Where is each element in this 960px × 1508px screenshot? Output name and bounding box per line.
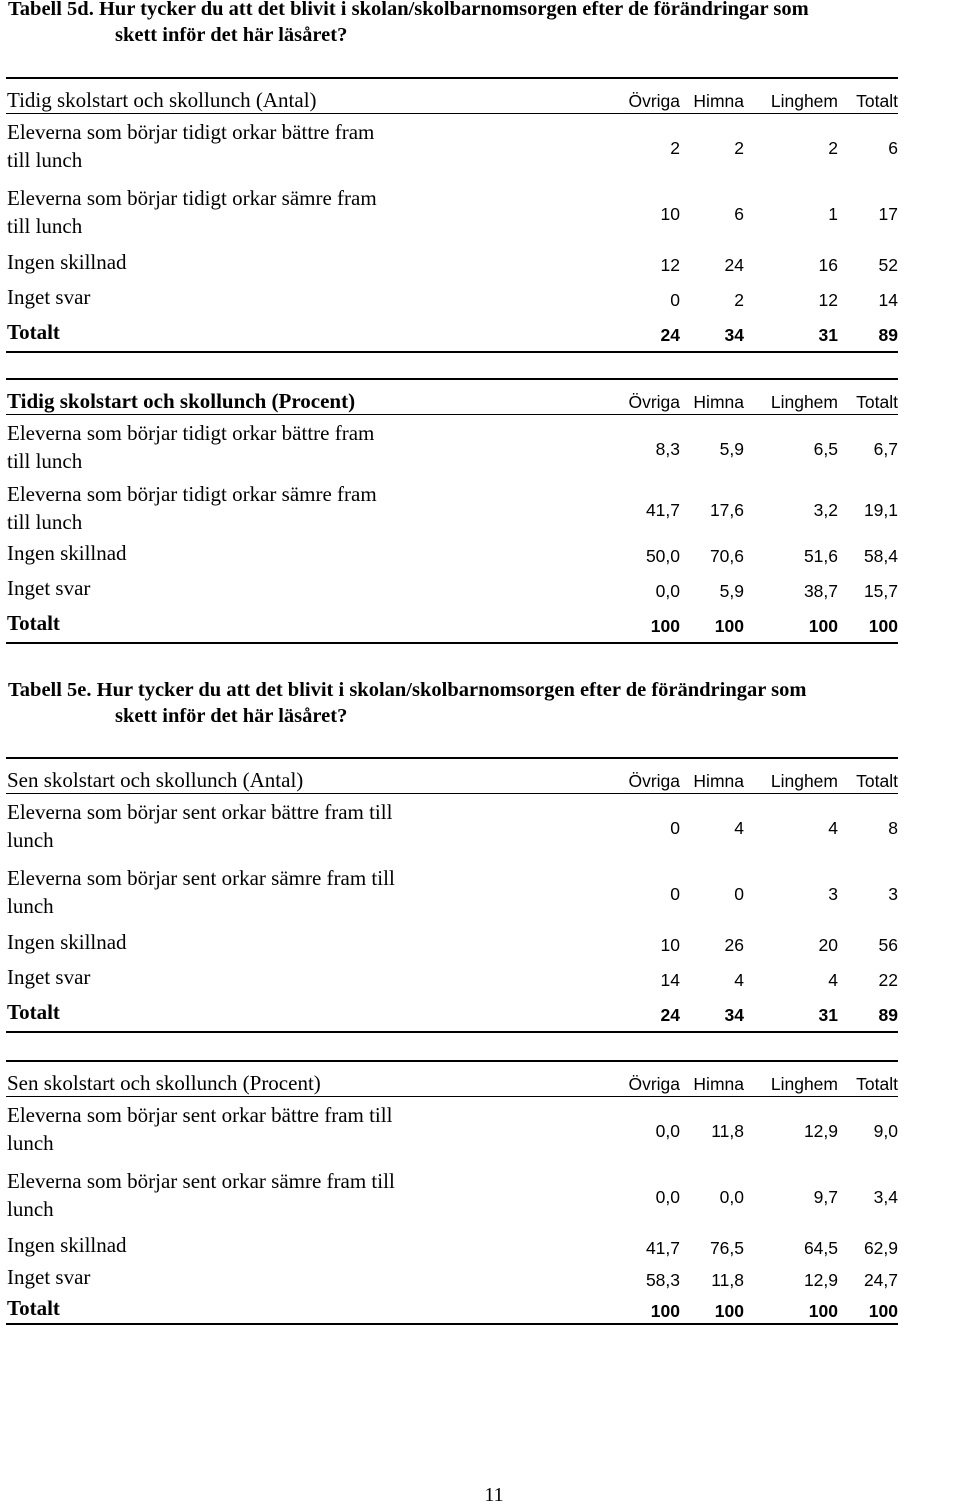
caption-question-cont: skett inför det här läsåret? [115, 24, 348, 46]
row-label: Ingen skillnad [7, 250, 127, 274]
table-header [6, 380, 898, 415]
cell: 100 [808, 1301, 838, 1321]
cell: 6 [888, 138, 898, 158]
cell: 31 [818, 1005, 838, 1025]
cell: 24,7 [863, 1270, 898, 1290]
cell: 5,9 [719, 439, 744, 459]
cell: 6,5 [813, 439, 838, 459]
col-header-linghem: Linghem [770, 771, 838, 791]
cell: 4 [828, 818, 838, 838]
cell: 19,1 [863, 500, 898, 520]
col-header-linghem: Linghem [770, 1074, 838, 1094]
cell: 100 [650, 616, 680, 636]
col-header-totalt: Totalt [856, 91, 898, 111]
cell: 3,4 [873, 1187, 898, 1207]
cell: 56 [878, 935, 898, 955]
table-row [6, 572, 898, 607]
cell: 0 [734, 884, 744, 904]
table-row [6, 246, 898, 281]
cell: 100 [714, 1301, 744, 1321]
table-sen-antal [6, 757, 898, 1033]
row-label: Ingen skillnad [7, 930, 127, 954]
cell: 100 [868, 616, 898, 636]
col-header-linghem: Linghem [770, 392, 838, 412]
caption-label: Tabell 5e. [8, 679, 92, 701]
table-row [6, 476, 898, 537]
cell: 6 [734, 204, 744, 224]
cell: 4 [828, 970, 838, 990]
caption-question-cont: skett inför det här läsåret? [115, 705, 348, 727]
table-header [6, 1062, 898, 1097]
cell: 11,8 [711, 1121, 744, 1141]
cell: 89 [878, 325, 898, 345]
cell: 12,9 [803, 1270, 838, 1290]
cell: 24 [660, 1005, 680, 1025]
cell: 31 [818, 325, 838, 345]
table-row [6, 1163, 898, 1229]
caption-question: Hur tycker du att det blivit i skolan/skolbarnomsorgen efter de förändringar som [98, 0, 809, 20]
cell: 58,3 [645, 1270, 680, 1290]
table-row-total [6, 607, 898, 642]
col-header-himna: Himna [693, 771, 744, 791]
col-header-ovriga: Övriga [628, 91, 680, 111]
col-header-ovriga: Övriga [628, 392, 680, 412]
table-row [6, 926, 898, 961]
col-header-ovriga: Övriga [628, 771, 680, 791]
table-title: Tidig skolstart och skollunch (Antal) [7, 88, 317, 112]
row-label: Eleverna som börjar sent orkar bättre fram till lunch [7, 800, 393, 852]
row-label: Totalt [7, 1296, 60, 1320]
cell: 4 [734, 970, 744, 990]
cell: 89 [878, 1005, 898, 1025]
cell: 16 [818, 255, 838, 275]
row-label: Totalt [7, 320, 60, 344]
row-label: Eleverna som börjar sent orkar sämre fram till lunch [7, 1169, 395, 1221]
table-row [6, 415, 898, 476]
cell: 26 [724, 935, 744, 955]
row-label: Totalt [7, 1000, 60, 1024]
cell: 20 [818, 935, 838, 955]
cell: 14 [878, 290, 898, 310]
row-label: Inget svar [7, 285, 91, 309]
cell: 1 [828, 204, 838, 224]
table-tidig-procent [6, 378, 898, 644]
col-header-totalt: Totalt [856, 1074, 898, 1094]
table-title: Tidig skolstart och skollunch (Procent) [7, 389, 356, 413]
cell: 5,9 [719, 581, 744, 601]
cell: 2 [828, 138, 838, 158]
cell: 9,7 [813, 1187, 838, 1207]
table-row [6, 860, 898, 926]
cell: 38,7 [803, 581, 838, 601]
cell: 15,7 [863, 581, 898, 601]
cell: 64,5 [803, 1238, 838, 1258]
row-label: Eleverna som börjar tidigt orkar bättre fram till lunch [7, 120, 375, 172]
cell: 3 [888, 884, 898, 904]
caption-question: Hur tycker du att det blivit i skolan/skolbarnomsorgen efter de förändringar som [96, 679, 807, 701]
row-label: Eleverna som börjar sent orkar sämre fram till lunch [7, 866, 395, 918]
caption-tabell-5e [8, 677, 958, 729]
row-label: Eleverna som börjar tidigt orkar sämre fram till lunch [7, 482, 377, 534]
table-row [6, 537, 898, 572]
table-row-total [6, 316, 898, 351]
cell: 11,8 [711, 1270, 744, 1290]
cell: 0,0 [655, 1187, 680, 1207]
cell: 0 [670, 290, 680, 310]
cell: 17 [878, 204, 898, 224]
row-label: Totalt [7, 611, 60, 635]
cell: 0,0 [655, 581, 680, 601]
cell: 100 [714, 616, 744, 636]
cell: 9,0 [873, 1121, 898, 1141]
cell: 62,9 [863, 1238, 898, 1258]
cell: 2 [734, 290, 744, 310]
cell: 17,6 [709, 500, 744, 520]
table-row [6, 961, 898, 996]
cell: 70,6 [709, 546, 744, 566]
cell: 2 [670, 138, 680, 158]
row-label: Eleverna som börjar sent orkar bättre fram till lunch [7, 1103, 393, 1155]
row-label: Eleverna som börjar tidigt orkar sämre fram till lunch [7, 186, 377, 238]
cell: 24 [724, 255, 744, 275]
row-label: Inget svar [7, 965, 91, 989]
cell: 41,7 [645, 500, 680, 520]
col-header-ovriga: Övriga [628, 1074, 680, 1094]
cell: 0,0 [719, 1187, 744, 1207]
table-title: Sen skolstart och skollunch (Antal) [7, 768, 304, 792]
cell: 0,0 [655, 1121, 680, 1141]
table-row-total [6, 996, 898, 1031]
table-row [6, 114, 898, 180]
cell: 3 [828, 884, 838, 904]
cell: 100 [868, 1301, 898, 1321]
cell: 2 [734, 138, 744, 158]
table-row [6, 1229, 898, 1261]
cell: 34 [724, 325, 744, 345]
cell: 41,7 [645, 1238, 680, 1258]
cell: 8,3 [655, 439, 680, 459]
table-row [6, 281, 898, 316]
cell: 12,9 [803, 1121, 838, 1141]
cell: 3,2 [813, 500, 838, 520]
row-label: Inget svar [7, 576, 91, 600]
cell: 14 [660, 970, 680, 990]
col-header-totalt: Totalt [856, 392, 898, 412]
row-label: Inget svar [7, 1265, 91, 1289]
table-row [6, 1261, 898, 1292]
caption-tabell-5d [8, 0, 958, 48]
table-row [6, 180, 898, 246]
cell: 100 [650, 1301, 680, 1321]
row-label: Ingen skillnad [7, 1233, 127, 1257]
cell: 50,0 [645, 546, 680, 566]
col-header-himna: Himna [693, 392, 744, 412]
cell: 24 [660, 325, 680, 345]
cell: 4 [734, 818, 744, 838]
table-tidig-antal [6, 77, 898, 353]
cell: 100 [808, 616, 838, 636]
col-header-himna: Himna [693, 91, 744, 111]
table-sen-procent [6, 1060, 898, 1325]
cell: 51,6 [803, 546, 838, 566]
cell: 8 [888, 818, 898, 838]
cell: 22 [878, 970, 898, 990]
table-header [6, 79, 898, 114]
cell: 10 [660, 935, 680, 955]
cell: 0 [670, 818, 680, 838]
table-title: Sen skolstart och skollunch (Procent) [7, 1071, 321, 1095]
cell: 0 [670, 884, 680, 904]
col-header-totalt: Totalt [856, 771, 898, 791]
cell: 12 [818, 290, 838, 310]
row-label: Eleverna som börjar tidigt orkar bättre fram till lunch [7, 421, 375, 473]
col-header-himna: Himna [693, 1074, 744, 1094]
cell: 6,7 [873, 439, 898, 459]
cell: 58,4 [863, 546, 898, 566]
cell: 76,5 [709, 1238, 744, 1258]
caption-label: Tabell 5d. [8, 0, 94, 20]
col-header-linghem: Linghem [770, 91, 838, 111]
table-row [6, 1097, 898, 1163]
cell: 12 [660, 255, 680, 275]
page-number: 11 [484, 1484, 504, 1506]
cell: 34 [724, 1005, 744, 1025]
table-header [6, 759, 898, 794]
cell: 10 [660, 204, 680, 224]
cell: 52 [878, 255, 898, 275]
table-row-total [6, 1292, 898, 1323]
row-label: Ingen skillnad [7, 541, 127, 565]
table-row [6, 794, 898, 860]
